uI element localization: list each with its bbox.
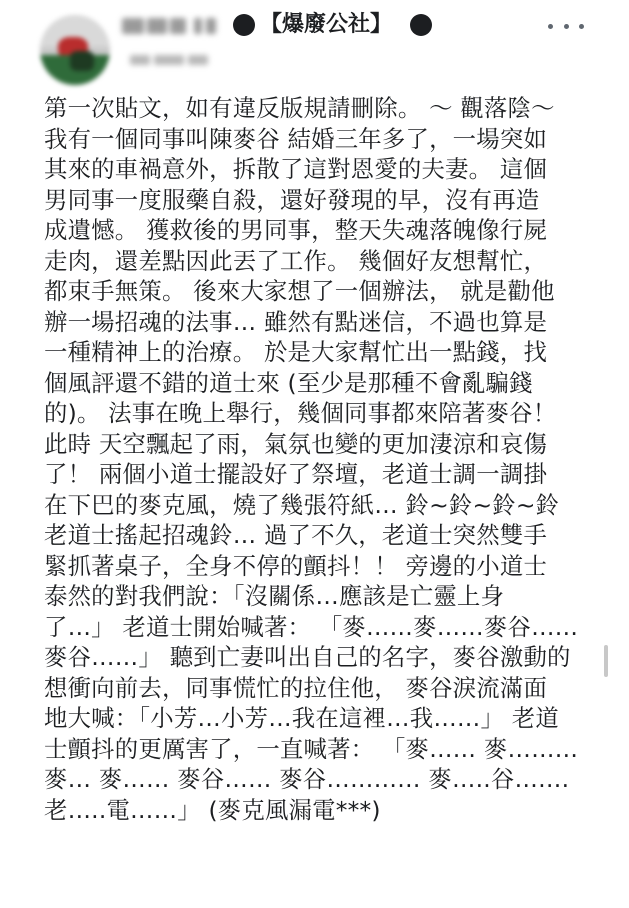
more-dot-icon [579,24,584,29]
post-line: 麥… 麥…… 麥谷…… 麥谷………… 麥…..谷……. [44,765,570,793]
post-body-text [44,93,604,825]
post-line: 在下巴的麥克風，燒了幾張符紙… 鈴~鈴~鈴~鈴 [44,490,560,519]
post-line: 個風評還不錯的道士來 (至少是那種不會亂騙錢 [44,368,533,397]
post-timestamp-blurred[interactable] [130,52,208,68]
post-line: 老道士搖起招魂鈴… 過了不久，老道士突然雙手 [44,521,548,549]
post-header [0,0,629,90]
post-line: 老…..電……」 (麥克風漏電***) [44,795,381,824]
post-line: 的)。 法事在晚上舉行，幾個同事都來陪著麥谷！ [44,399,557,427]
group-name[interactable]: 【爆廢公社】 [260,12,393,37]
scrollbar-thumb[interactable] [604,645,608,677]
post-line: 都束手無策。 後來大家想了一個辦法， 就是勸他 [44,277,555,305]
post-line: 走肉，還差點因此丟了工作。 幾個好友想幫忙， [44,246,548,275]
post-line: 第一次貼文，如有違反版規請刪除。 ～ 觀落陰～ [44,94,555,122]
post-line: 士顫抖的更厲害了，一直喊著： 「麥…… 麥……… [44,734,579,763]
post-line: 緊抓著桌子，全身不停的顫抖！！ 旁邊的小道士 [44,551,548,580]
post-line: 成遺憾。 獲救後的男同事，整天失魂落魄像行屍 [44,216,548,244]
author-name-blurred[interactable] [122,13,217,39]
post-line: 地大喊：「小芳…小芳…我在這裡…我……」 老道 [44,704,559,732]
post-line: 我有一個同事叫陳麥谷 結婚三年多了，一場突如 [44,124,548,153]
post-line: 其來的車禍意外，拆散了這對恩愛的夫妻。 這個 [44,155,548,183]
post-line: 想衝向前去，同事慌忙的拉住他， 麥谷淚流滿面 [44,673,548,702]
post-line: 男同事一度服藥自殺，還好發現的早，沒有再造 [44,185,540,214]
more-options-button[interactable] [548,14,584,38]
post-line: 此時 天空飄起了雨，氣氛也變的更加淒涼和哀傷 [44,429,548,458]
author-avatar[interactable] [40,15,110,85]
more-dot-icon [548,24,553,29]
separator-dot-left [233,14,255,36]
post-line: 了！ 兩個小道士擺設好了祭壇，老道士調一調掛 [44,460,548,488]
post-line: 辦一場招魂的法事… 雖然有點迷信，不過也算是 [44,307,548,336]
post-line: 泰然的對我們說：「沒關係…應該是亡靈上身 [44,582,505,610]
post-line: 了…」 老道士開始喊著： 「麥……麥……麥谷…… [44,612,579,641]
separator-dot-right [410,14,432,36]
post-line: 一種精神上的治療。 於是大家幫忙出一點錢，找 [44,338,548,366]
post-line: 麥谷……」 聽到亡妻叫出自己的名字，麥谷激動的 [44,643,571,671]
more-dot-icon [564,24,569,29]
